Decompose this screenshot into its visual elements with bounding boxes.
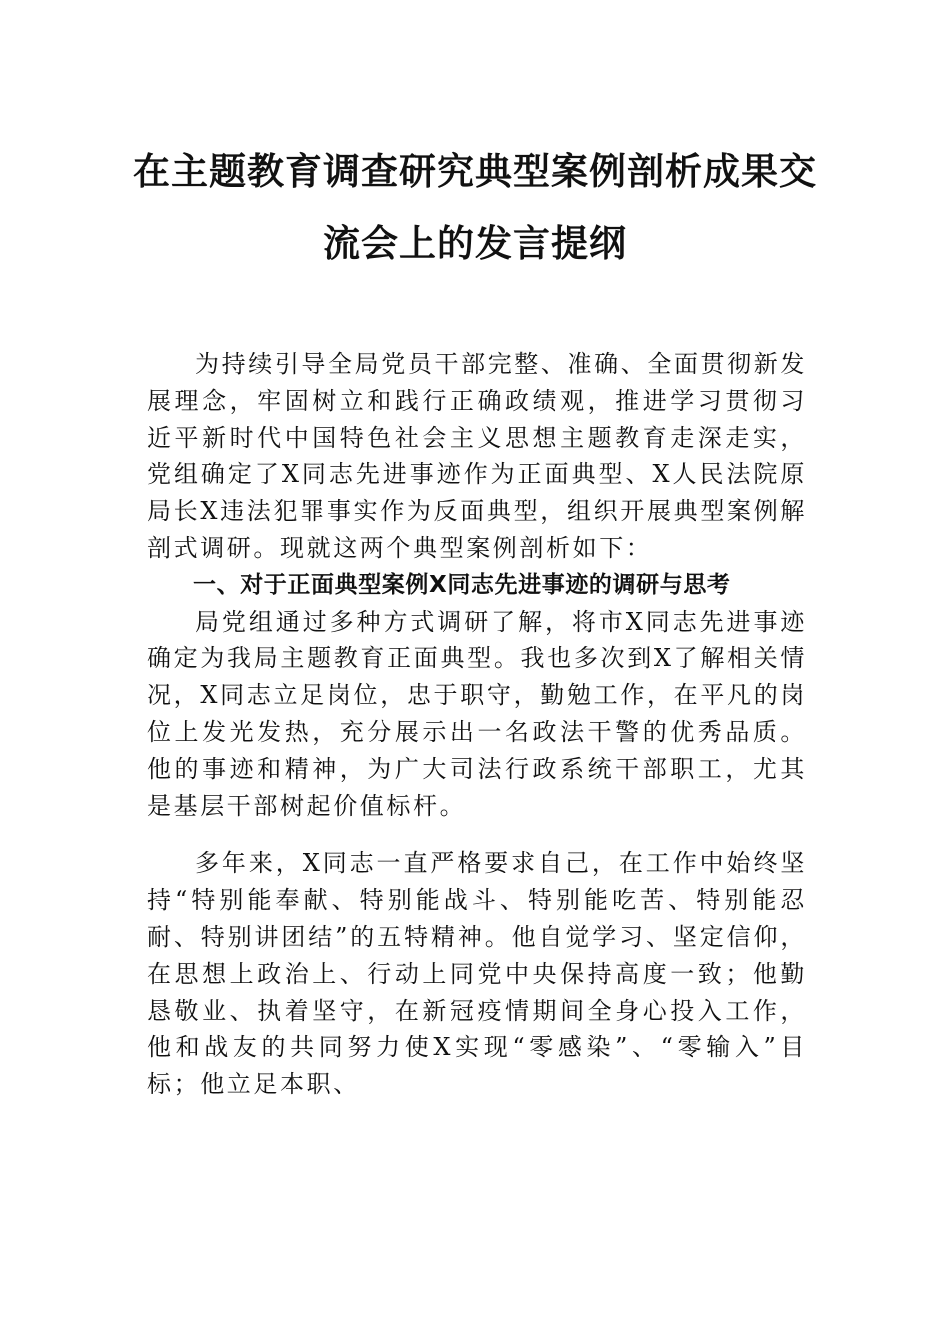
section-1-paragraph-1: 局党组通过多种方式调研了解，将市X同志先进事迹确定为我局主题教育正面典型。我也多次到X了解相关情况，X同志立足岗位，忠于职守，勤勉工作，在平凡的岗位上发光发热，充分展示出一名政法干警的优秀品质。他的事迹和精神，为广大司法行政系统干部职工，尤其是基层干部树起价值标杆。 [147,607,807,820]
intro-paragraph: 为持续引导全局党员干部完整、准确、全面贯彻新发展理念，牢固树立和践行正确政绩观，推进学习贯彻习近平新时代中国特色社会主义思想主题教育走深走实，党组确定了X同志先进事迹作为正面典型、X人民法院原局长X违法犯罪事实作为反面典型，组织开展典型案例解剖式调研。现就这两个典型案例剖析如下： [147,350,807,562]
document-title [130,136,820,280]
document-body [147,346,807,1103]
paragraph-gap [147,824,807,845]
title-line-1: 在主题教育调查研究典型案例剖析成果交 [133,150,817,193]
section-heading-1: 一、对于正面典型案例X同志先进事迹的调研与思考 [193,571,731,598]
title-line-2: 流会上的发言提纲 [323,222,627,265]
section-1-paragraph-2: 多年来，X同志一直严格要求自己，在工作中始终坚持“特别能奉献、特别能战斗、特别能吃苦、特别能忍耐、特别讲团结”的五特精神。他自觉学习、坚定信仰，在思想上政治上、行动上同党中央保持高度一致；他勤恳敬业、执着坚守，在新冠疫情期间全身心投入工作，他和战友的共同努力使X实现“零感染”、“零输入”目标；他立足本职、 [147,849,807,1099]
